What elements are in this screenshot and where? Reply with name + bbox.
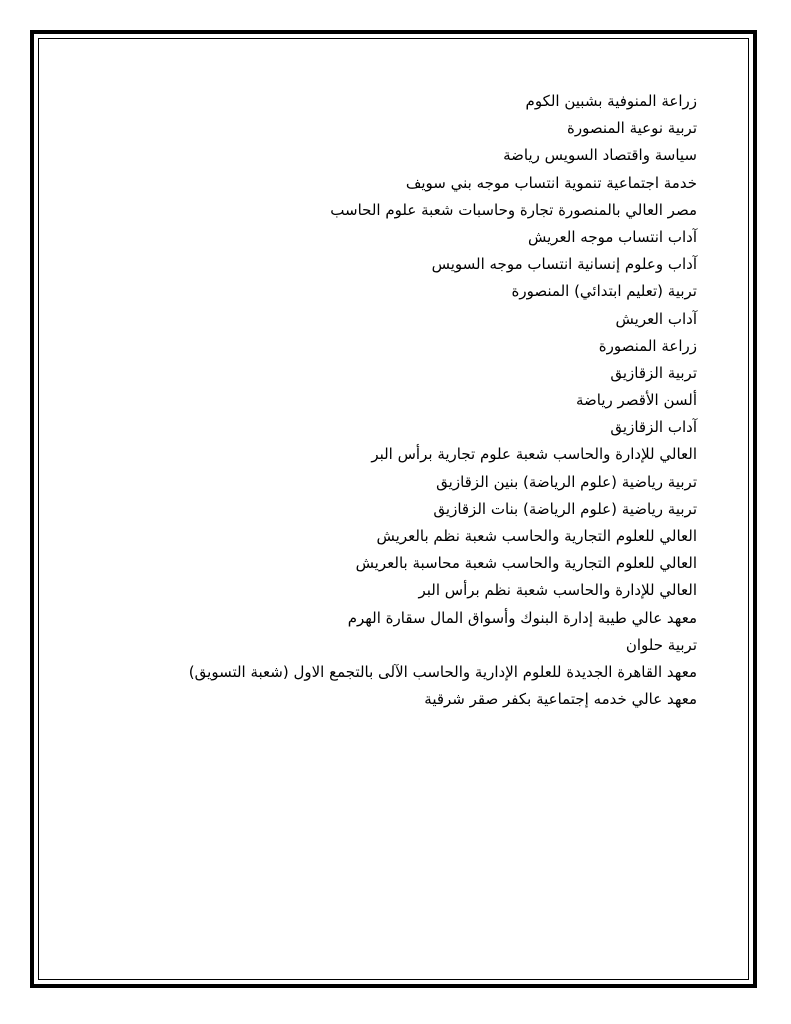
list-item: زراعة المنصورة xyxy=(598,336,697,355)
list-item: تربية نوعية المنصورة xyxy=(567,119,697,138)
list-item: ألسن الأقصر رياضة xyxy=(575,391,697,410)
list-item: تربية حلوان xyxy=(625,635,697,654)
list-item: تربية (تعليم ابتدائي) المنصورة xyxy=(511,282,697,301)
list-item: تربية رياضية (علوم الرياضة) بنين الزقازيق xyxy=(436,472,697,491)
list-item: تربية رياضية (علوم الرياضة) بنات الزقازيق xyxy=(433,499,697,518)
list-item: معهد عالي طيبة إدارة البنوك وأسواق المال سقارة الهرم xyxy=(347,608,697,627)
list-item: مصر العالي بالمنصورة تجارة وحاسبات شعبة علوم الحاسب xyxy=(330,200,697,219)
list-item: آداب العريش xyxy=(615,309,697,328)
institution-list xyxy=(97,88,697,713)
list-item: العالي للإدارة والحاسب شعبة نظم برأس البر xyxy=(418,581,697,600)
list-item: معهد القاهرة الجديدة للعلوم الإدارية والحاسب الآلى بالتجمع الاول (شعبة التسويق) xyxy=(188,662,697,681)
list-item: العالي للعلوم التجارية والحاسب شعبة نظم بالعريش xyxy=(376,527,697,545)
list-item: آداب انتساب موجه العريش xyxy=(527,227,697,246)
list-item: تربية الزقازيق xyxy=(610,363,697,382)
list-item: خدمة اجتماعية تنموية انتساب موجه بني سويف xyxy=(405,173,697,192)
list-item: معهد عالي خدمه إجتماعية بكفر صقر شرقية xyxy=(424,690,697,709)
list-item: العالي للإدارة والحاسب شعبة علوم تجارية برأس البر xyxy=(371,445,697,464)
list-item: آداب الزقازيق xyxy=(610,418,697,437)
list-item: العالي للعلوم التجارية والحاسب شعبة محاسبة بالعريش xyxy=(355,554,697,573)
list-item: زراعة المنوفية بشبين الكوم xyxy=(525,92,697,110)
list-item: سياسة واقتصاد السويس رياضة xyxy=(503,146,697,165)
list-item: آداب وعلوم إنسانية انتساب موجه السويس xyxy=(431,255,697,274)
